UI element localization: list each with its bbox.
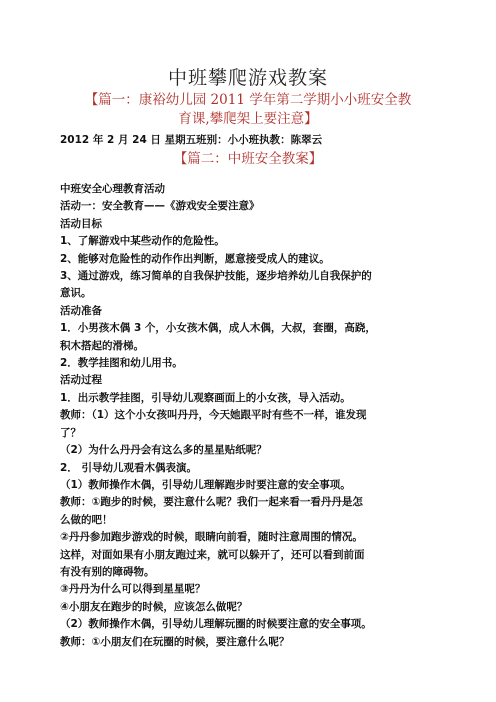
body-line: 3、通过游戏，练习简单的自我保护技能，逐步培养幼儿自我保护的 bbox=[60, 270, 372, 283]
body-line: ④小朋友在跑步的时候，应该怎么做呢？ bbox=[60, 600, 248, 613]
body-line: 意识。 bbox=[60, 287, 92, 300]
body-line: 活动准备 bbox=[60, 304, 102, 317]
body-line: 么做的吧！ bbox=[60, 513, 113, 526]
body-line: （1）教师操作木偶，引导幼儿理解跑步时要注意的安全事项。 bbox=[60, 478, 351, 491]
body-line: 活动一：安全教育——《游戏安全要注意》 bbox=[60, 200, 260, 213]
lesson-body bbox=[60, 181, 440, 651]
body-line: （2）为什么丹丹会有这么多的星星贴纸呢？ bbox=[60, 444, 267, 457]
section-heading-2: 【篇二：中班安全教案】 bbox=[173, 151, 323, 167]
body-line: 1．小男孩木偶 3 个，小女孩木偶，成人木偶，大叔，套圈，高跷， bbox=[60, 322, 376, 335]
section-heading-1-line-2: 育课,攀爬架上要注意】 bbox=[178, 111, 318, 127]
date-line: 2012 年 2 月 24 日 星期五班别：小小班执教：陈翠云 bbox=[60, 134, 323, 146]
body-line: （2）教师操作木偶，引导幼儿理解玩圈的时候要注意的安全事项。 bbox=[60, 618, 372, 631]
body-line: 1．出示教学挂图，引导幼儿观察画面上的小女孩，导入活动。 bbox=[60, 391, 351, 404]
body-line: ③丹丹为什么可以得到星星呢？ bbox=[60, 583, 206, 596]
section-heading-1 bbox=[0, 91, 496, 129]
body-line: 这样，对面如果有小朋友跑过来，就可以躲开了，还可以看到前面 bbox=[60, 548, 365, 561]
body-line: 活动目标 bbox=[60, 217, 102, 230]
body-line: 1、了解游戏中某些动作的危险性。 bbox=[60, 235, 225, 248]
body-line: 2．教学挂图和幼儿用书。 bbox=[60, 357, 183, 370]
body-line: 了？ bbox=[60, 426, 81, 439]
body-line: 积木搭起的滑梯。 bbox=[60, 339, 144, 352]
body-line: 中班安全心理教育活动 bbox=[60, 183, 165, 195]
body-line: 教师：①跑步的时候，要注意什么呢？我们一起来看一看丹丹是怎 bbox=[60, 496, 363, 509]
body-line: 2． 引导幼儿观看木偶表演。 bbox=[60, 461, 197, 474]
document-title: 中班攀爬游戏教案 bbox=[167, 67, 328, 89]
body-line: 教师：（1）这个小女孩叫丹丹，今天她跟平时有些不一样，谁发现 bbox=[60, 409, 367, 422]
body-line: 活动过程 bbox=[60, 374, 102, 387]
section-heading-1-line-1: 【篇一：康裕幼儿园 2011 学年第二学期小小班安全教 bbox=[84, 92, 412, 108]
body-line: ②丹丹参加跑步游戏的时候，眼睛向前看，随时注意周围的情况。 bbox=[60, 531, 363, 544]
body-line: 2、能够对危险性的动作作出判断，愿意接受成人的建议。 bbox=[60, 252, 330, 265]
body-line: 有没有别的障碍物。 bbox=[60, 565, 155, 578]
body-line: 教师：①小朋友们在玩圈的时候，要注意什么呢？ bbox=[60, 635, 290, 648]
